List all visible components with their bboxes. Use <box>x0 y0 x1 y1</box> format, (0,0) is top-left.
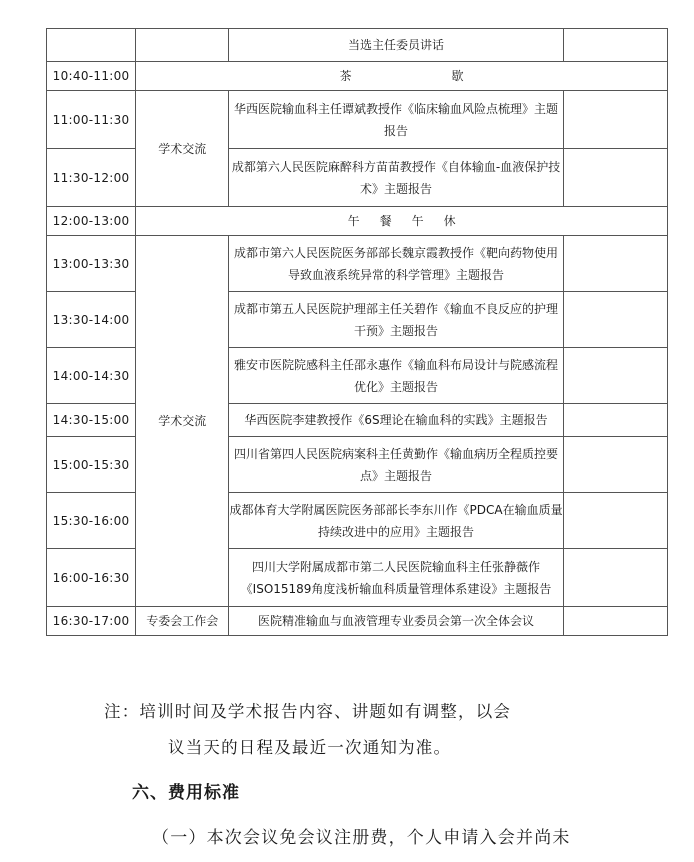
time-cell: 13:00-13:30 <box>47 236 136 292</box>
time-cell: 13:30-14:00 <box>47 292 136 348</box>
content-cell: 成都市第五人民医院护理部主任关碧作《输血不良反应的护理干预》主题报告 <box>229 292 564 348</box>
note-line-1: 注：培训时间及学术报告内容、讲题如有调整，以会 <box>104 702 512 721</box>
blank-cell <box>563 549 667 607</box>
section-heading: 六、费用标准 <box>132 783 240 803</box>
merged-label: 茶 歇 <box>339 69 512 83</box>
note-paragraph <box>104 694 624 766</box>
content-cell: 当选主任委员讲话 <box>229 29 564 62</box>
category-cell: 学术交流 <box>136 91 229 207</box>
time-cell: 16:00-16:30 <box>47 549 136 607</box>
blank-cell <box>563 149 667 207</box>
content-cell: 四川大学附属成都市第二人民医院输血科主任张静薇作《ISO15189角度浅析输血科质量管理体系建设》主题报告 <box>229 549 564 607</box>
content-cell: 华西医院李建教授作《6S理论在输血科的实践》主题报告 <box>229 404 564 437</box>
time-cell: 12:00-13:00 <box>47 207 136 236</box>
content-cell: 成都第六人民医院麻醉科方苗苗教授作《自体输血-血液保护技术》主题报告 <box>229 149 564 207</box>
category-cell: 学术交流 <box>136 236 229 607</box>
blank-cell <box>563 607 667 636</box>
time-cell: 11:00-11:30 <box>47 91 136 149</box>
category-cell <box>136 29 229 62</box>
content-cell: 华西医院输血科主任谭斌教授作《临床输血风险点梳理》主题报告 <box>229 91 564 149</box>
blank-cell <box>563 91 667 149</box>
tea-break-cell <box>136 62 668 91</box>
blank-cell <box>563 29 667 62</box>
time-cell: 14:00-14:30 <box>47 348 136 404</box>
merged-label: 午餐午休 <box>347 214 476 228</box>
blank-cell <box>563 493 667 549</box>
body-paragraph: （一）本次会议免会议注册费，个人申请入会并尚未 <box>152 828 571 848</box>
lunch-break-cell <box>136 207 668 236</box>
blank-cell <box>563 348 667 404</box>
table-row <box>47 62 668 91</box>
content-cell: 四川省第四人民医院病案科主任黄勤作《输血病历全程质控要点》主题报告 <box>229 437 564 493</box>
time-cell: 15:30-16:00 <box>47 493 136 549</box>
table-row <box>47 607 668 636</box>
schedule-table <box>46 28 668 636</box>
blank-cell <box>563 236 667 292</box>
time-cell: 16:30-17:00 <box>47 607 136 636</box>
category-cell: 专委会工作会 <box>136 607 229 636</box>
time-cell <box>47 29 136 62</box>
time-cell: 14:30-15:00 <box>47 404 136 437</box>
note-line-2: 议当天的日程及最近一次通知为准。 <box>168 738 452 757</box>
content-cell: 医院精准输血与血液管理专业委员会第一次全体会议 <box>229 607 564 636</box>
time-cell: 11:30-12:00 <box>47 149 136 207</box>
time-cell: 15:00-15:30 <box>47 437 136 493</box>
blank-cell <box>563 404 667 437</box>
table-row <box>47 207 668 236</box>
table-row <box>47 29 668 62</box>
table-row <box>47 91 668 149</box>
content-cell: 雅安市医院院感科主任邵永惠作《输血科布局设计与院感流程优化》主题报告 <box>229 348 564 404</box>
time-cell: 10:40-11:00 <box>47 62 136 91</box>
content-cell: 成都体育大学附属医院医务部部长李东川作《PDCA在输血质量持续改进中的应用》主题报告 <box>229 493 564 549</box>
blank-cell <box>563 292 667 348</box>
blank-cell <box>563 437 667 493</box>
content-cell: 成都市第六人民医院医务部部长魏京霞教授作《靶向药物使用导致血液系统异常的科学管理》主题报告 <box>229 236 564 292</box>
table-row <box>47 236 668 292</box>
